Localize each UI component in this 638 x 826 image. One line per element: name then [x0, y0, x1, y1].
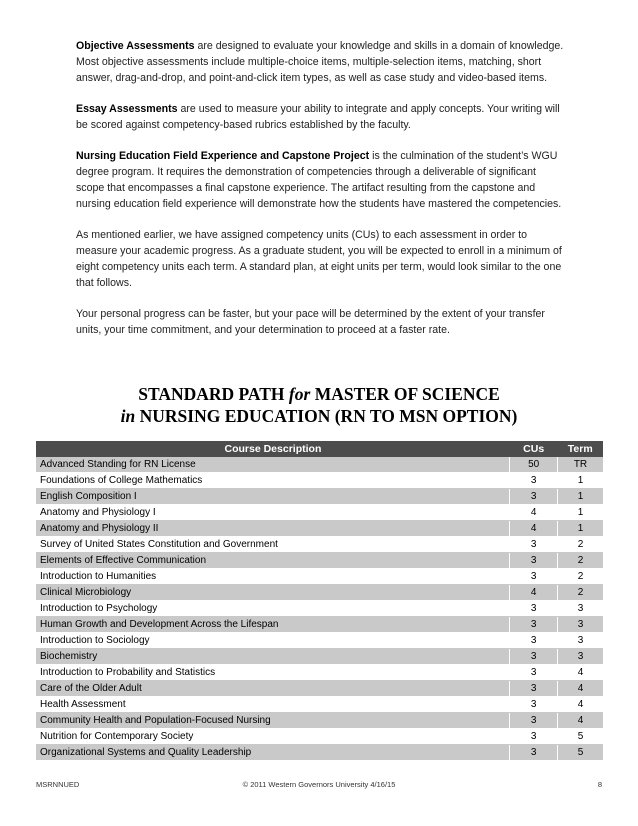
table-row — [36, 633, 603, 649]
cus-cell: 3 — [510, 617, 558, 633]
table-row — [36, 713, 603, 729]
table-row — [36, 697, 603, 713]
term-cell: 1 — [557, 473, 603, 489]
term-cell: 4 — [557, 681, 603, 697]
course-description-cell: Health Assessment — [36, 697, 510, 713]
course-description-cell: Foundations of College Mathematics — [36, 473, 510, 489]
term-cell: 3 — [557, 649, 603, 665]
term-cell: 2 — [557, 553, 603, 569]
table-row — [36, 729, 603, 745]
essay-assessments-text: are used to measure your ability to integrate and apply concepts. Your writing will be scored against competency-based rubrics established by the faculty. — [76, 103, 560, 131]
cus-cell: 4 — [510, 521, 558, 537]
cus-cell: 3 — [510, 489, 558, 505]
course-description-cell: Introduction to Psychology — [36, 601, 510, 617]
cus-cell: 4 — [510, 505, 558, 521]
table-row — [36, 569, 603, 585]
term-cell: 4 — [557, 665, 603, 681]
table-row — [36, 537, 603, 553]
header-cus: CUs — [510, 441, 558, 457]
course-description-cell: Anatomy and Physiology II — [36, 521, 510, 537]
table-row — [36, 585, 603, 601]
term-cell: 5 — [557, 729, 603, 745]
heading-line2-in: in — [120, 406, 136, 426]
course-description-cell: Organizational Systems and Quality Leadership — [36, 745, 510, 761]
course-description-cell: Introduction to Sociology — [36, 633, 510, 649]
cus-cell: 4 — [510, 585, 558, 601]
cus-cell: 3 — [510, 649, 558, 665]
footer-copyright: © 2011 Western Governors University 4/16/15 — [242, 780, 396, 789]
course-table — [36, 441, 603, 761]
term-cell: 4 — [557, 713, 603, 729]
cus-cell: 3 — [510, 681, 558, 697]
term-cell: 3 — [557, 633, 603, 649]
course-description-cell: Care of the Older Adult — [36, 681, 510, 697]
cus-cell: 3 — [510, 697, 558, 713]
progress-paragraph: Your personal progress can be faster, but your pace will be determined by the extent of your transfer units, your time commitment, and your determination to proceed at a faster rate. — [76, 308, 545, 336]
course-description-cell: Clinical Microbiology — [36, 585, 510, 601]
table-row — [36, 457, 603, 473]
objective-assessments-text: are designed to evaluate your knowledge and skills in a domain of knowledge. Most objective assessments include multiple-choice items, multiple-selection items, matching, short answer, drag-and-drop, and point-and-click item types, as well as case study and video-based items. — [76, 40, 564, 84]
capstone-term: Nursing Education Field Experience and Capstone Project — [76, 150, 370, 162]
table-row — [36, 601, 603, 617]
essay-assessments-paragraph — [76, 101, 566, 133]
capstone-text: is the culmination of the student’s WGU degree program. It requires the demonstration of competencies through a deliverable of significant scope that encompasses a final capstone experience. The artifact resulting from the capstone and nursing education field experience will demonstrate how the students have mastered the competencies. — [76, 150, 562, 210]
standard-path-heading — [0, 383, 638, 427]
essay-assessments-term: Essay Assessments — [76, 103, 178, 115]
heading-line1-for: for — [288, 384, 311, 404]
table-row — [36, 473, 603, 489]
header-course-description: Course Description — [36, 441, 510, 457]
term-cell: 2 — [557, 569, 603, 585]
heading-line-1 — [0, 383, 638, 405]
intro-section — [76, 38, 566, 353]
course-description-cell: Introduction to Humanities — [36, 569, 510, 585]
table-row — [36, 617, 603, 633]
table-row — [36, 649, 603, 665]
cus-cell: 3 — [510, 473, 558, 489]
term-cell: 2 — [557, 585, 603, 601]
course-description-cell: Advanced Standing for RN License — [36, 457, 510, 473]
objective-assessments-term: Objective Assessments — [76, 40, 195, 52]
term-cell: 5 — [557, 745, 603, 761]
term-cell: 3 — [557, 601, 603, 617]
competency-units-paragraph: As mentioned earlier, we have assigned competency units (CUs) to each assessment in order to measure your academic progress. As a graduate student, you will be expected to enroll in a minimum of eight competency units each term. A standard plan, at eight units per term, would look similar to the one that follows. — [76, 229, 562, 289]
table-row — [36, 521, 603, 537]
table-row — [36, 681, 603, 697]
objective-assessments-paragraph — [76, 38, 566, 86]
capstone-paragraph — [76, 148, 566, 212]
cus-cell: 3 — [510, 601, 558, 617]
course-description-cell: Survey of United States Constitution and Government — [36, 537, 510, 553]
term-cell: 2 — [557, 537, 603, 553]
cus-cell: 50 — [510, 457, 558, 473]
term-cell: 3 — [557, 617, 603, 633]
footer-code: MSRNNUED — [36, 780, 80, 789]
cus-cell: 3 — [510, 537, 558, 553]
course-description-cell: Community Health and Population-Focused Nursing — [36, 713, 510, 729]
cus-cell: 3 — [510, 633, 558, 649]
table-row — [36, 489, 603, 505]
cus-cell: 3 — [510, 745, 558, 761]
course-description-cell: Biochemistry — [36, 649, 510, 665]
heading-line-2 — [0, 405, 638, 427]
table-row — [36, 665, 603, 681]
course-description-cell: Introduction to Probability and Statistics — [36, 665, 510, 681]
course-description-cell: Anatomy and Physiology I — [36, 505, 510, 521]
cus-cell: 3 — [510, 713, 558, 729]
term-cell: TR — [557, 457, 603, 473]
term-cell: 1 — [557, 505, 603, 521]
table-header-row — [36, 441, 603, 457]
course-description-cell: Elements of Effective Communication — [36, 553, 510, 569]
course-table-body — [36, 457, 603, 761]
course-description-cell: Nutrition for Contemporary Society — [36, 729, 510, 745]
table-row — [36, 553, 603, 569]
course-description-cell: Human Growth and Development Across the Lifespan — [36, 617, 510, 633]
heading-line1-part-a: STANDARD PATH — [138, 384, 289, 404]
term-cell: 1 — [557, 489, 603, 505]
cus-cell: 3 — [510, 729, 558, 745]
cus-cell: 3 — [510, 553, 558, 569]
header-term: Term — [557, 441, 603, 457]
cus-cell: 3 — [510, 665, 558, 681]
course-description-cell: English Composition I — [36, 489, 510, 505]
term-cell: 1 — [557, 521, 603, 537]
cus-cell: 3 — [510, 569, 558, 585]
term-cell: 4 — [557, 697, 603, 713]
heading-line2-part-b: NURSING EDUCATION (RN TO MSN OPTION) — [135, 406, 518, 426]
footer-page-number: 8 — [597, 780, 602, 789]
heading-line1-part-c: MASTER OF SCIENCE — [310, 384, 500, 404]
table-row — [36, 505, 603, 521]
table-row — [36, 745, 603, 761]
